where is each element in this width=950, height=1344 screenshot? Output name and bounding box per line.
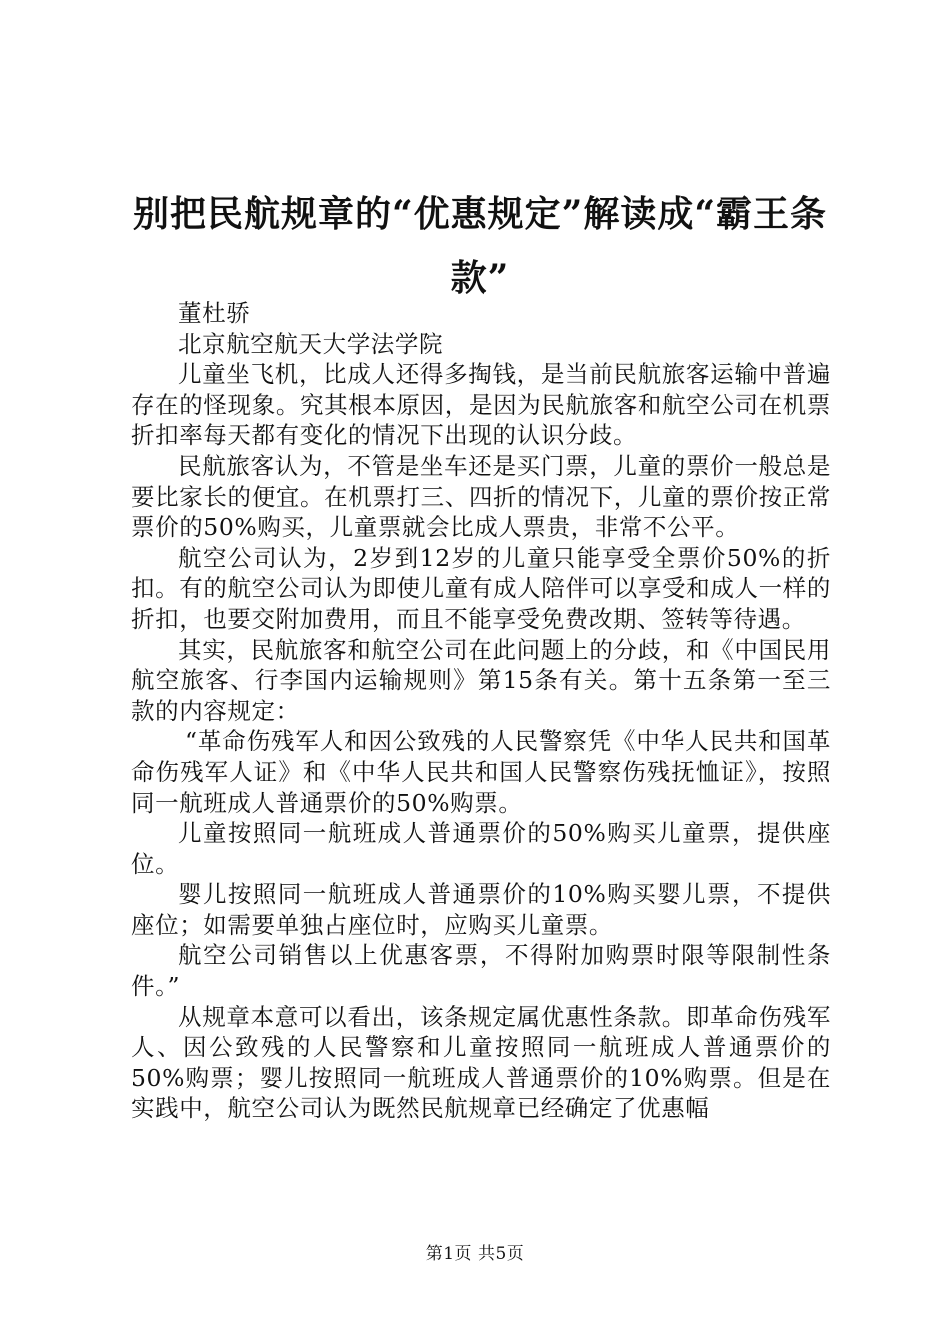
document-body — [131, 298, 831, 1124]
quote-paragraph-2: 儿童按照同一航班成人普通票价的50%购买儿童票，提供座位。 — [131, 819, 831, 878]
paragraph-4: 其实，民航旅客和航空公司在此问题上的分歧，和《中国民用航空旅客、行李国内运输规则》第15条有关。第十五条第一至三款的内容规定： — [131, 635, 831, 725]
author-line: 董杜骄 — [178, 299, 251, 327]
paragraph-1: 儿童坐飞机，比成人还得多掏钱，是当前民航旅客运输中普遍存在的怪现象。究其根本原因，是因为民航旅客和航空公司在机票折扣率每天都有变化的情况下出现的认识分歧。 — [131, 360, 831, 450]
quote-paragraph-1: “革命伤残军人和因公致残的人民警察凭《中华人民共和国革命伤残军人证》和《中华人民共和国人民警察伤残抚恤证》，按照同一航班成人普通票价的50%购票。 — [131, 727, 831, 817]
paragraph-2: 民航旅客认为，不管是坐车还是买门票，儿童的票价一般总是要比家长的便宜。在机票打三、四折的情况下，儿童的票价按正常票价的50%购买，儿童票就会比成人票贵，非常不公平。 — [131, 451, 831, 542]
affiliation-line: 北京航空航天大学法学院 — [178, 329, 444, 358]
document-title: 别把民航规章的“优惠规定”解读成“霸王条款” — [132, 193, 828, 299]
quote-paragraph-4: 航空公司销售以上优惠客票，不得附加购票时限等限制性条件。” — [131, 941, 831, 1001]
paragraph-5: 从规章本意可以看出，该条规定属优惠性条款。即革命伤残军人、因公致残的人民警察和儿童按照同一航班成人普通票价的50%购票；婴儿按照同一航班成人普通票价的10%购票。但是在实践中，航空公司认为既然民航规章已经确定了优惠幅 — [131, 1002, 831, 1123]
quote-paragraph-3: 婴儿按照同一航班成人普通票价的10%购买婴儿票，不提供座位；如需要单独占座位时，应购买儿童票。 — [131, 880, 831, 939]
page-footer: 第1页 共5页 — [425, 1244, 525, 1264]
paragraph-3: 航空公司认为，2岁到12岁的儿童只能享受全票价50%的折扣。有的航空公司认为即使儿童有成人陪伴可以享受和成人一样的折扣，也要交附加费用，而且不能享受免费改期、签转等待遇。 — [131, 543, 831, 633]
